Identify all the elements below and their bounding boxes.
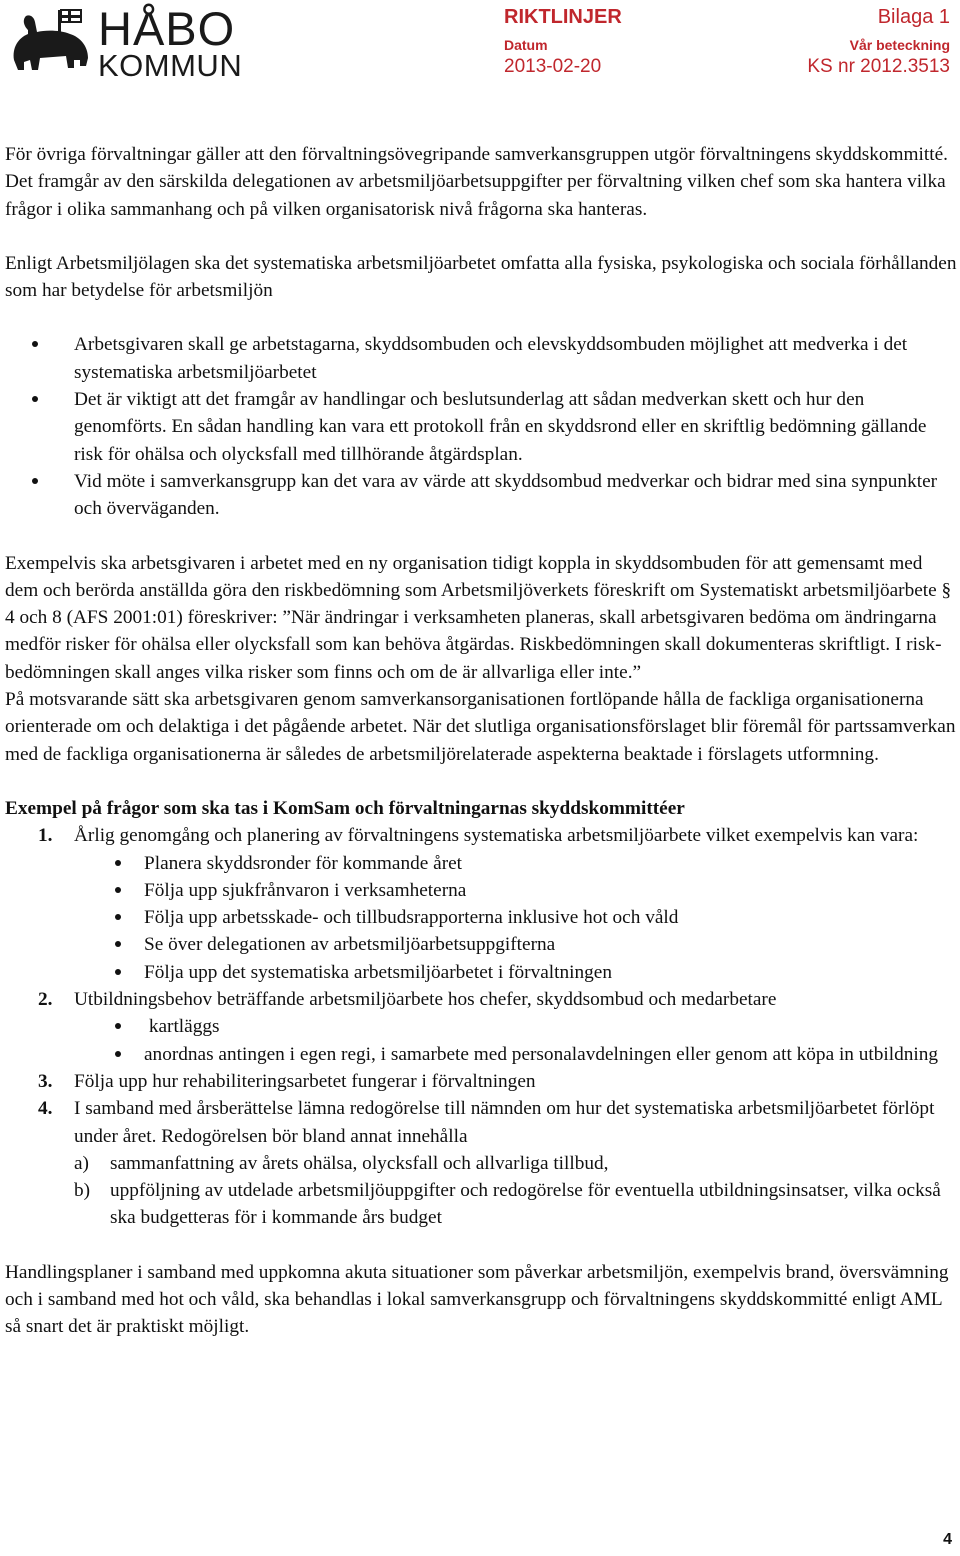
list-item: Se över delegationen av arbetsmiljöarbetsuppgifterna — [5, 931, 960, 958]
date-value: 2013-02-20 — [504, 56, 602, 77]
list-item: Vid möte i samverkansgrupp kan det vara av värde att skyddsombud medverkar och bidrar med sina synpunkter och överväganden. — [5, 468, 960, 523]
bullet-list-participation — [5, 331, 960, 522]
list-item: Följa upp det systematiska arbetsmiljöarbetet i förvaltningen — [5, 959, 960, 986]
item-number: 1. — [38, 825, 53, 847]
numbered-item-2 — [5, 986, 960, 1013]
reference-label: Vår beteckning — [849, 37, 950, 53]
habo-crest-logo-icon — [4, 4, 96, 80]
list-item: Följa upp sjukfrånvaron i verksamheterna — [5, 877, 960, 904]
paragraph-union-information: På motsvarande sätt ska arbetsgivaren genom samverkansorganisationen fortlöpande hålla de fackliga organisationerna orienterade om och delaktiga i det pågående arbetet. När det slutliga organisationsförslaget blir föremål för partssamverkan med de fackliga organisationerna är således de arbetsmiljörelaterade aspekterna beaktade i förslagets utformning. — [5, 689, 956, 765]
list-item: Det är viktigt att det framgår av handlingar och beslutsunderlag att sådan medverkan skett och hur den genomförts. En sådan handling kan vara ett protokoll från en skyddsrond eller en skriftlig bedömning gällande risk för ohälsa och olycksfall med tillhörande åtgärdsplan. — [5, 386, 960, 468]
item-number: 2. — [38, 989, 53, 1011]
paragraph-arbetsmiljolagen: Enligt Arbetsmiljölagen ska det systematiska arbetsmiljöarbetet omfatta alla fysiska, psykologiska och sociala förhållanden som har betydelse för arbetsmiljön — [5, 252, 957, 302]
numbered-item-4 — [5, 1095, 960, 1150]
alpha-item-b — [5, 1177, 960, 1232]
document-type: RIKTLINJER — [504, 6, 622, 28]
page-number: 4 — [943, 1531, 952, 1548]
logo-wordmark — [98, 2, 243, 83]
list-item: Planera skyddsronder för kommande året — [5, 850, 960, 877]
item-label: b) — [74, 1180, 91, 1202]
numbered-item-1 — [5, 822, 960, 849]
sub-list-2 — [5, 1013, 960, 1068]
attachment-label: Bilaga 1 — [877, 6, 950, 28]
document-header — [0, 0, 960, 90]
paragraph-action-plans: Handlingsplaner i samband med uppkomna akuta situationer som påverkar arbetsmiljön, exempelvis brand, översvämning och i samband med hot och våld, ska behandlas i lokal samverkansgrupp och förvaltningens skyddskommitté enligt AML så snart det är praktiskt möjligt. — [5, 1261, 949, 1338]
item-text: Årlig genomgång och planering av förvaltningens systematiska arbetsmiljöarbete vilket exempelvis kan vara: — [74, 825, 919, 847]
section-heading: Exempel på frågor som ska tas i KomSam och förvaltningarnas skyddskommittéer — [5, 797, 685, 819]
sub-list-1 — [5, 850, 960, 986]
paragraph-intro: För övriga förvaltningar gäller att den förvaltningsövegripande samverkansgruppen utgör förvaltningens skyddskommitté. — [5, 144, 948, 165]
list-item: kartläggs — [5, 1013, 960, 1040]
item-text: uppföljning av utdelade arbetsmiljöuppgifter och redogörelse för eventuella utbildningsinsatser, vilka också ska budgetteras för i kommande års budget — [110, 1180, 941, 1229]
item-text: Utbildningsbehov beträffande arbetsmiljöarbete hos chefer, skyddsombud och medarbetare — [74, 989, 777, 1011]
item-text: Följa upp hur rehabiliteringsarbetet fungerar i förvaltningen — [74, 1070, 536, 1092]
item-number: 3. — [38, 1070, 53, 1092]
item-text: sammanfattning av årets ohälsa, olycksfall och allvarliga tillbud, — [110, 1152, 609, 1174]
item-number: 4. — [38, 1098, 53, 1120]
logo-line-kommun: KOMMUN — [98, 48, 243, 83]
list-item: anordnas antingen i egen regi, i samarbete med personalavdelningen eller genom att köpa in utbildning — [5, 1041, 960, 1068]
alpha-item-a — [5, 1150, 960, 1177]
item-text: I samband med årsberättelse lämna redogörelse till nämnden om hur det systematiska arbetsmiljöarbetet förlöpt under året. Redogörelsen bör bland annat innehålla — [74, 1098, 935, 1147]
list-item: Följa upp arbetsskade- och tillbudsrapporterna inklusive hot och våld — [5, 904, 960, 931]
numbered-item-3 — [5, 1068, 960, 1095]
paragraph-risk-assessment: Exempelvis ska arbetsgivaren i arbetet med en ny organisation tidigt koppla in skyddsombuden för att gemensamt med dem och berörda anställda göra den riskbedömning som Arbetsmiljöverkets föreskrift om Systematiskt arbetsmiljöarbete § 4 och 8 (AFS 2001:01) föreskriver: ”När ändringar i verksamheten planeras, skall arbetsgivaren bedöma om ändringarna medför risker för ohälsa eller olycksfall som kan behöva åtgärdas. Riskbedömningen skall dokumenteras skriftligt. I risk-bedömningen skall anges vilka risker som finns och om de är allvarliga eller inte.” — [5, 552, 952, 683]
logo-line-habo: HÅBO — [98, 2, 236, 55]
date-label: Datum — [504, 37, 548, 53]
list-item: Arbetsgivaren skall ge arbetstagarna, skyddsombuden och elevskyddsombuden möjlighet att medverka i det systematiska arbetsmiljöarbetet — [5, 331, 960, 386]
item-label: a) — [74, 1152, 89, 1174]
paragraph-delegation: Det framgår av den särskilda delegationen av arbetsmiljöarbetsuppgifter per förvaltning vilken chef som ska hantera vilka frågor i olika sammanhang och på vilken organisatorisk nivå frågorna ska hanteras. — [5, 171, 946, 220]
document-body — [5, 141, 960, 1341]
reference-value: KS nr 2012.3513 — [807, 56, 950, 77]
